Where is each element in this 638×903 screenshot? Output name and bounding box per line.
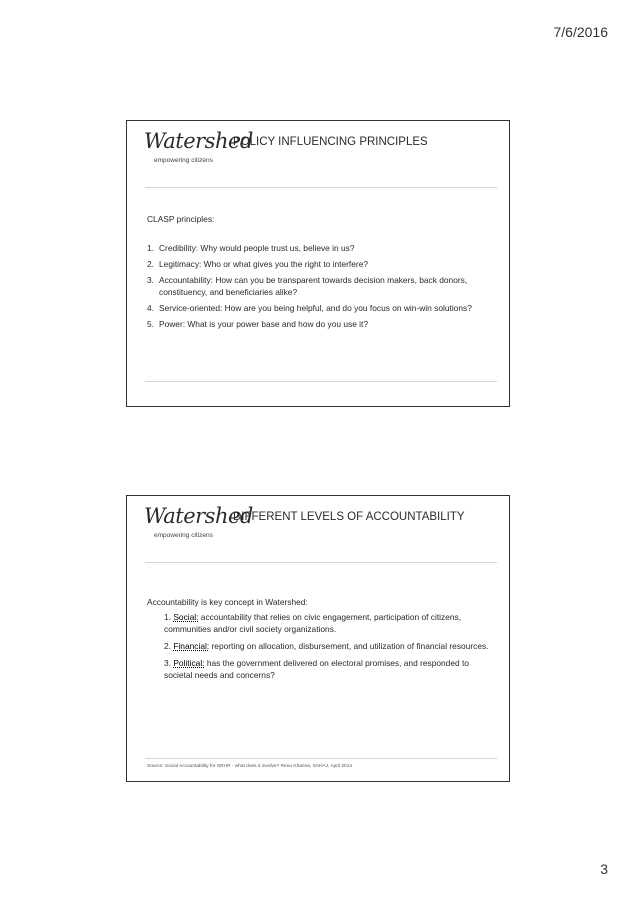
- source-citation: Source: Social Accountability for SRHR - what does it involve? Renu Khanna, SAHAJ, April 2014: [147, 764, 353, 769]
- accountability-list: [147, 611, 491, 681]
- item-number: 2.: [147, 259, 154, 269]
- item-text: Power: What is your power base and how do you use it?: [159, 319, 369, 329]
- logo-tagline: empowering citizens: [154, 532, 213, 539]
- list-item: [147, 302, 491, 314]
- watershed-logo: [144, 129, 253, 169]
- intro-text: CLASP principles:: [147, 214, 215, 224]
- list-item: [147, 258, 491, 270]
- watershed-logo: [144, 504, 253, 544]
- intro-text: Accountability is key concept in Watershed:: [147, 597, 308, 607]
- item-keyword: Social:: [173, 612, 199, 622]
- item-keyword: Political:: [173, 658, 205, 668]
- footer-divider: [145, 758, 497, 759]
- item-text: Accountability: How can you be transparent towards decision makers, back donors, constituency, and beneficiaries alike?: [159, 275, 468, 297]
- slide-policy-influencing-principles: [126, 120, 510, 407]
- item-number: 5.: [147, 319, 154, 329]
- list-item: [147, 657, 491, 681]
- item-number: 3.: [147, 275, 154, 285]
- print-date: 7/6/2016: [553, 24, 608, 40]
- item-text: has the government delivered on electoral promises, and responded to societal needs and concerns?: [164, 658, 469, 680]
- item-text: reporting on allocation, disbursement, and utilization of financial resources.: [211, 641, 489, 651]
- item-number: 2.: [164, 641, 171, 651]
- item-number: 1.: [147, 243, 154, 253]
- slide-title: POLICY INFLUENCING PRINCIPLES: [233, 136, 428, 148]
- list-item: [147, 274, 491, 298]
- item-text: Legitimacy: Who or what gives you the right to interfere?: [159, 259, 369, 269]
- item-text: Service-oriented: How are you being helpful, and do you focus on win-win solutions?: [159, 303, 472, 313]
- item-text: Credibility: Why would people trust us, believe in us?: [159, 243, 355, 253]
- item-number: 1.: [164, 612, 171, 622]
- item-number: 3.: [164, 658, 171, 668]
- logo-wordmark: Watershed: [144, 129, 253, 153]
- list-item: [147, 611, 491, 635]
- item-text: accountability that relies on civic engagement, participation of citizens, communities and/or civil society organizations.: [164, 612, 462, 634]
- slide-body: [147, 596, 491, 686]
- slide-levels-of-accountability: [126, 495, 510, 782]
- logo-tagline: empowering citizens: [154, 157, 213, 164]
- item-keyword: Financial:: [173, 641, 210, 651]
- title-divider: [145, 187, 497, 188]
- list-item: [147, 318, 491, 330]
- list-item: [147, 640, 491, 652]
- logo-wordmark: Watershed: [144, 504, 253, 528]
- slide-body: [147, 213, 491, 334]
- title-divider: [145, 562, 497, 563]
- list-item: [147, 242, 491, 254]
- item-number: 4.: [147, 303, 154, 313]
- slide-title: DIFFERENT LEVELS OF ACCOUNTABILITY: [233, 511, 465, 523]
- footer-divider: [145, 381, 497, 382]
- page-number: 3: [600, 861, 608, 877]
- principles-list: [147, 242, 491, 330]
